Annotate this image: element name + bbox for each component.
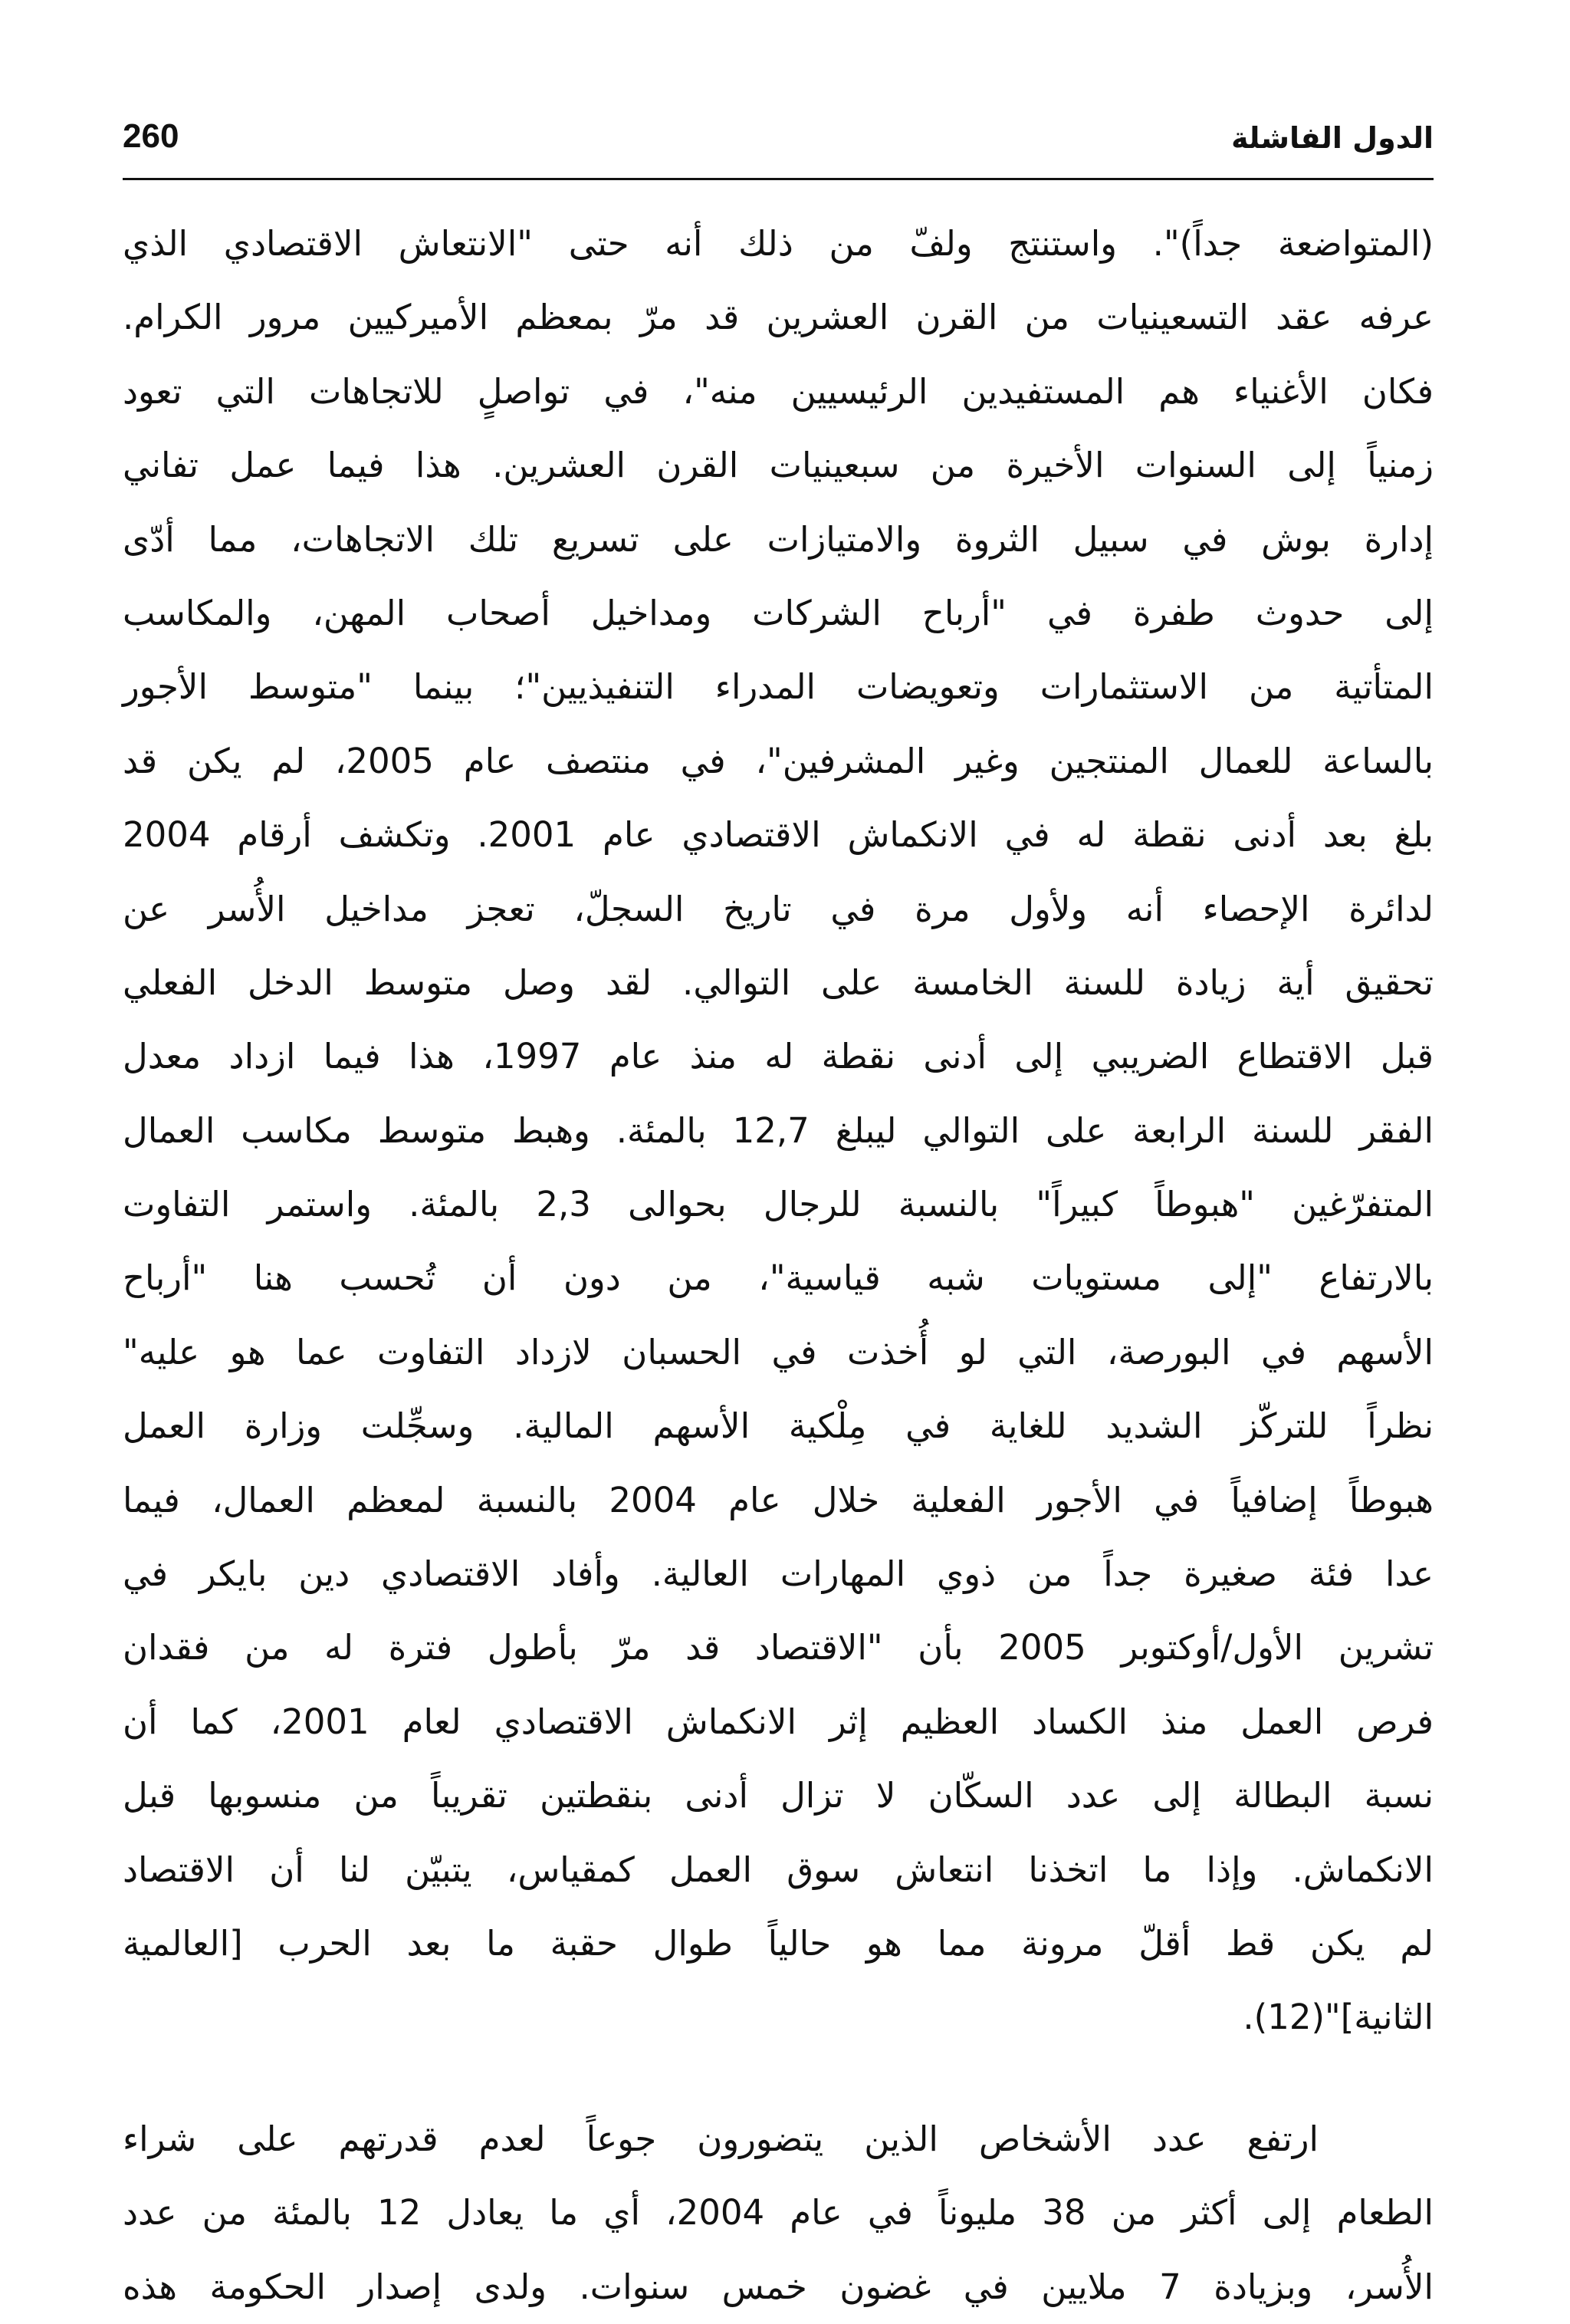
text-line: زمنياً إلى السنوات الأخيرة من سبعينيات القرن العشرين. هذا فيما عمل تفاني [123,445,1434,486]
paragraph-gap [123,2055,1434,2102]
text-line: قبل الاقتطاع الضريبي إلى أدنى نقطة له منذ عام 1997، هذا فيما ازداد معدل [123,1036,1434,1077]
text-line: الانكماش. وإذا ما اتخذنا انتعاش سوق العمل كمقياس، يتبيّن لنا أن الاقتصاد [123,1849,1434,1890]
text-line: نسبة البطالة إلى عدد السكّان لا تزال أدنى بنقطتين تقريباً من منسوبها قبل [123,1775,1434,1816]
text-line: بالارتفاع "إلى مستويات شبه قياسية"، من دون أن تُحسب هنا "أرباح [123,1257,1434,1299]
text-line: بالساعة للعمال المنتجين وغير المشرفين"، في منتصف عام 2005، لم يكن قد [123,740,1434,781]
text-line: فرص العمل منذ الكساد العظيم إثر الانكماش الاقتصادي لعام 2001، كما أن [123,1701,1434,1742]
text-line: عدا فئة صغيرة جداً من ذوي المهارات العالية. وأفاد الاقتصادي دين بايكر في [123,1553,1434,1595]
text-line: لدائرة الإحصاء أنه ولأول مرة في تاريخ السجلّ، تعجز مداخيل الأُسر عن [123,888,1434,929]
text-line: تحقيق أية زيادة للسنة الخامسة على التوالي. لقد وصل متوسط الدخل الفعلي [123,961,1434,1003]
text-line: ارتفع عدد الأشخاص الذين يتضورون جوعاً لعدم قدرتهم على شراء [123,2118,1319,2159]
running-title: الدول الفاشلة [1231,121,1434,155]
text-line: بلغ بعد أدنى نقطة له في الانكماش الاقتصادي عام 2001. وتكشف أرقام 2004 [123,814,1434,856]
body-text [123,207,1434,2324]
text-line: الطعام إلى أكثر من 38 مليوناً في عام 2004، أي ما يعادل 12 بالمئة من عدد [123,2192,1434,2234]
text-line: الفقر للسنة الرابعة على التوالي ليبلغ 12,7 بالمئة. وهبط متوسط مكاسب العمال [123,1109,1434,1151]
page-number: 260 [123,117,179,155]
text-line: عرفه عقد التسعينيات من القرن العشرين قد مرّ بمعظم الأميركيين مرور الكرام. [123,297,1434,338]
text-line: فكان الأغنياء هم المستفيدين الرئيسيين منه"، في تواصلٍ للاتجاهات التي تعود [123,370,1434,412]
text-line: الأُسر، وبزيادة 7 ملايين في غضون خمس سنوات. ولدى إصدار الحكومة هذه [123,2266,1434,2307]
book-page [123,107,1434,2307]
text-line: إلى حدوث طفرة في "أرباح الشركات ومداخيل أصحاب المهن، والمكاسب [123,592,1434,633]
text-line: الأسهم في البورصة، التي لو أُخذت في الحسبان لازداد التفاوت عما هو عليه" [123,1331,1434,1372]
paragraph-1 [123,207,1434,2055]
running-header [123,107,1434,169]
text-line: إدارة بوش في سبيل الثروة والامتيازات على تسريع تلك الاتجاهات، مما أدّى [123,518,1434,560]
text-line: لم يكن قط أقلّ مرونة مما هو حالياً طوال حقبة ما بعد الحرب [العالمية [123,1922,1434,1964]
text-line: الثانية]"(12). [1243,1997,1434,2038]
paragraph-2 [123,2102,1434,2324]
text-line: المتفرّغين "هبوطاً كبيراً" بالنسبة للرجال بحوالى 2,3 بالمئة. واستمر التفاوت [123,1184,1434,1225]
text-line: هبوطاً إضافياً في الأجور الفعلية خلال عام 2004 بالنسبة لمعظم العمال، فيما [123,1479,1434,1520]
header-rule [123,178,1434,180]
text-line: المتأتية من الاستثمارات وتعويضات المدراء التنفيذيين"؛ بينما "متوسط الأجور [123,666,1434,708]
text-line: (المتواضعة جداً)". واستنتج ولفّ من ذلك أنه حتى "الانتعاش الاقتصادي الذي [123,223,1434,264]
text-line: تشرين الأول/أوكتوبر 2005 بأن "الاقتصاد قد مرّ بأطول فترة له من فقدان [123,1627,1434,1668]
text-line: نظراً للتركّز الشديد للغاية في مِلْكية الأسهم المالية. وسجِّلت وزارة العمل [123,1405,1434,1447]
